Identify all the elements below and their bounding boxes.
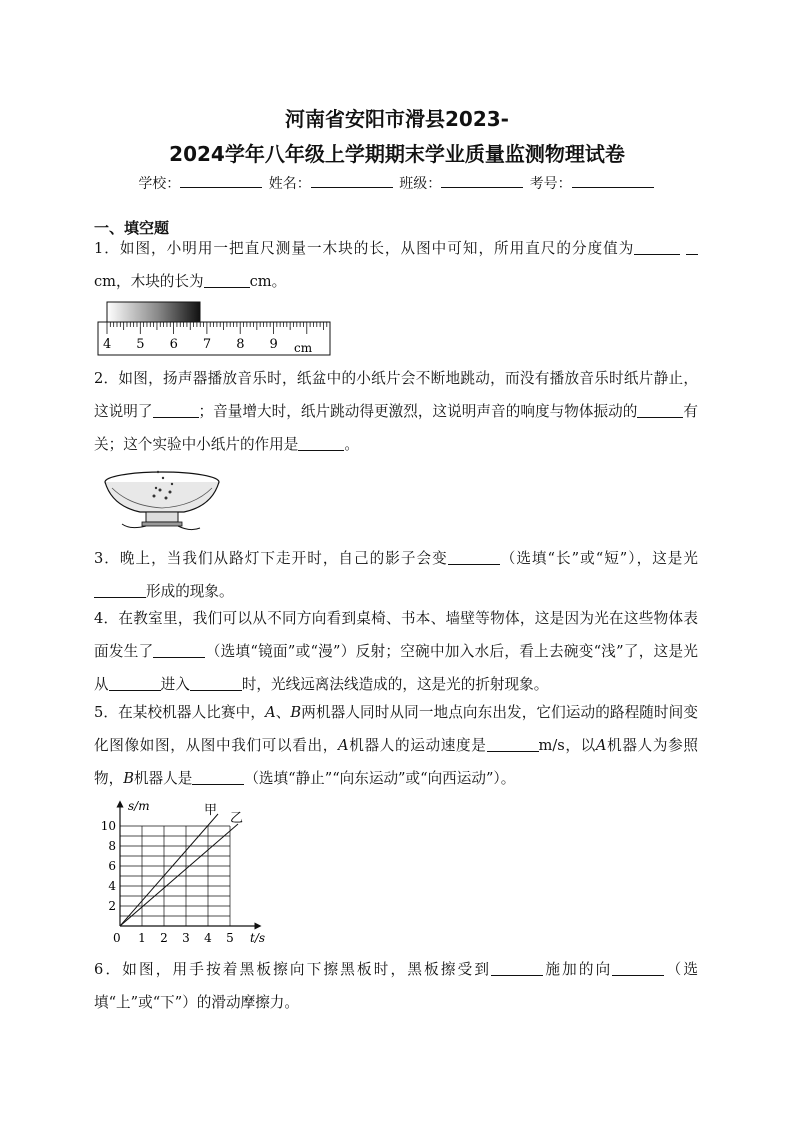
y-tick-label: 10 (100, 819, 116, 833)
q4-blank-3[interactable] (190, 676, 242, 691)
q2-text-4: 。 (344, 436, 359, 453)
q4-text-3: 进入 (160, 676, 190, 693)
q5-text-8: （选填“静止”“向东运动”或“向西运动”）。 (244, 770, 516, 787)
line-jia (120, 814, 218, 926)
x-tick-labels (138, 931, 234, 945)
q5-var-b-2: B (123, 770, 134, 787)
ruler-tick-label: 5 (136, 337, 145, 352)
question-2 (94, 362, 698, 461)
q5-text-5: m/s，以 (538, 737, 596, 754)
y-tick-label: 2 (108, 899, 116, 913)
school-label: 学校： (138, 176, 181, 192)
q1-blank-1-cont[interactable] (686, 240, 698, 255)
q3-blank-2[interactable] (94, 583, 146, 598)
x-tick-label: 4 (204, 931, 212, 945)
y-tick-label: 8 (108, 839, 116, 853)
question-6 (94, 953, 698, 1019)
q3-text-3: 形成的现象。 (146, 583, 234, 600)
section-title-fill-blank: 一、填空题 (94, 219, 170, 237)
q3-blank-1[interactable] (448, 550, 500, 565)
exam-title-line2: 2024学年八年级上学期期末学业质量监测物理试卷 (169, 142, 625, 166)
q2-text-3: 有关；这个实验中小纸片的作用是 (94, 403, 698, 453)
y-axis-label: s/m (128, 799, 150, 813)
speaker-figure (100, 466, 224, 536)
question-4 (94, 602, 698, 701)
student-info-row (0, 173, 794, 193)
ruler-tick-label: 8 (236, 337, 245, 352)
exam-number-label: 考号： (529, 176, 572, 192)
st-graph (96, 798, 276, 948)
q1-blank-2[interactable] (204, 273, 250, 288)
question-5 (94, 696, 698, 795)
q4-text-2: （选填“镜面”或“漫”）反射；空碗中加入水后，看上去碗变“浅”了，这是光从 (94, 643, 698, 693)
ruler-tick-label: 6 (169, 337, 178, 352)
q3-text-2: （选填“长”或“短”），这是光 (499, 550, 699, 567)
wooden-block (107, 302, 200, 322)
ruler-unit-label: cm (294, 341, 313, 355)
q3-text-1: 3．晚上，当我们从路灯下走开时，自己的影子会变 (94, 550, 448, 567)
q6-blank-1[interactable] (491, 961, 543, 976)
q1-text-2: cm，木块的长为 (94, 273, 204, 290)
exam-title-line1: 河南省安阳市滑县2023- (285, 107, 509, 131)
q5-var-b: B (290, 704, 302, 721)
q5-text-2: 、 (275, 704, 291, 721)
q5-text-1: 5．在某校机器人比赛中， (94, 704, 266, 721)
q4-blank-1[interactable] (153, 643, 205, 658)
q5-text-4: 机器人的运动速度是 (348, 737, 487, 754)
y-tick-labels (101, 819, 117, 913)
q5-text-7: 机器人是 (133, 770, 193, 787)
question-1 (94, 232, 698, 298)
ruler-tick-label: 4 (103, 337, 112, 352)
school-blank[interactable] (180, 175, 262, 188)
ruler-figure (96, 300, 332, 358)
x-tick-label: 3 (182, 931, 190, 945)
line-yi-label: 乙 (230, 811, 244, 826)
graph-grid (120, 826, 230, 926)
q5-blank-1[interactable] (487, 737, 539, 752)
class-blank[interactable] (441, 175, 523, 188)
q2-blank-2[interactable] (637, 403, 683, 418)
q4-text-4: 时，光线远离法线造成的，这是光的折射现象。 (241, 676, 549, 693)
x-tick-label: 5 (226, 931, 234, 945)
q1-text-3: cm。 (249, 273, 287, 290)
x-axis-label: t/s (250, 931, 266, 945)
q5-var-a: A (265, 704, 276, 721)
line-jia-label: 甲 (204, 803, 218, 818)
exam-number-blank[interactable] (572, 175, 654, 188)
x-tick-label: 2 (160, 931, 168, 945)
q4-text-1: 4．在教室里，我们可以从不同方向看到桌椅、书本、墙壁等物体，这是因为光在这些物体表面发生了 (94, 610, 698, 660)
ruler-tick-label: 7 (202, 337, 212, 352)
q6-text-1: 6．如图，用手按着黑板擦向下擦黑板时，黑板擦受到 (94, 961, 492, 978)
origin-label: 0 (113, 931, 121, 945)
line-yi (120, 824, 238, 926)
q1-text-1: 1．如图，小明用一把直尺测量一木块的长，从图中可知，所用直尺的分度值为 (94, 240, 635, 257)
y-tick-label: 4 (108, 879, 116, 893)
q5-var-a-3: A (595, 737, 607, 754)
q5-blank-2[interactable] (192, 770, 244, 785)
q6-text-2: 施加的向 (543, 961, 613, 978)
q5-var-a-2: A (338, 737, 349, 754)
q5-text-6: 机器人为参照物， (94, 737, 698, 787)
class-label: 班级： (399, 176, 442, 192)
ruler-tick-label: 9 (269, 337, 278, 352)
q6-blank-2[interactable] (612, 961, 664, 976)
q2-blank-3[interactable] (298, 436, 344, 451)
q2-blank-1[interactable] (153, 403, 199, 418)
q1-blank-1[interactable] (634, 240, 680, 255)
name-blank[interactable] (311, 175, 393, 188)
q4-blank-2[interactable] (109, 676, 161, 691)
q6-text-3: （选填“上”或“下”）的滑动摩擦力。 (94, 961, 698, 1011)
x-tick-label: 1 (138, 931, 146, 945)
q5-text-3: 两机器人同时从同一地点向东出发，它们运动的路程随时间变化图像如图，从图中我们可以看出， (94, 704, 698, 754)
name-label: 姓名： (268, 176, 311, 192)
q2-text-2: ；音量增大时，纸片跳动得更激烈，这说明声音的响度与物体振动的 (198, 403, 638, 420)
q2-text-1: 2．如图，扬声器播放音乐时，纸盆中的小纸片会不断地跳动，而没有播放音乐时纸片静止，这说明了 (94, 370, 698, 420)
question-3 (94, 542, 698, 608)
y-tick-label: 6 (108, 859, 116, 873)
